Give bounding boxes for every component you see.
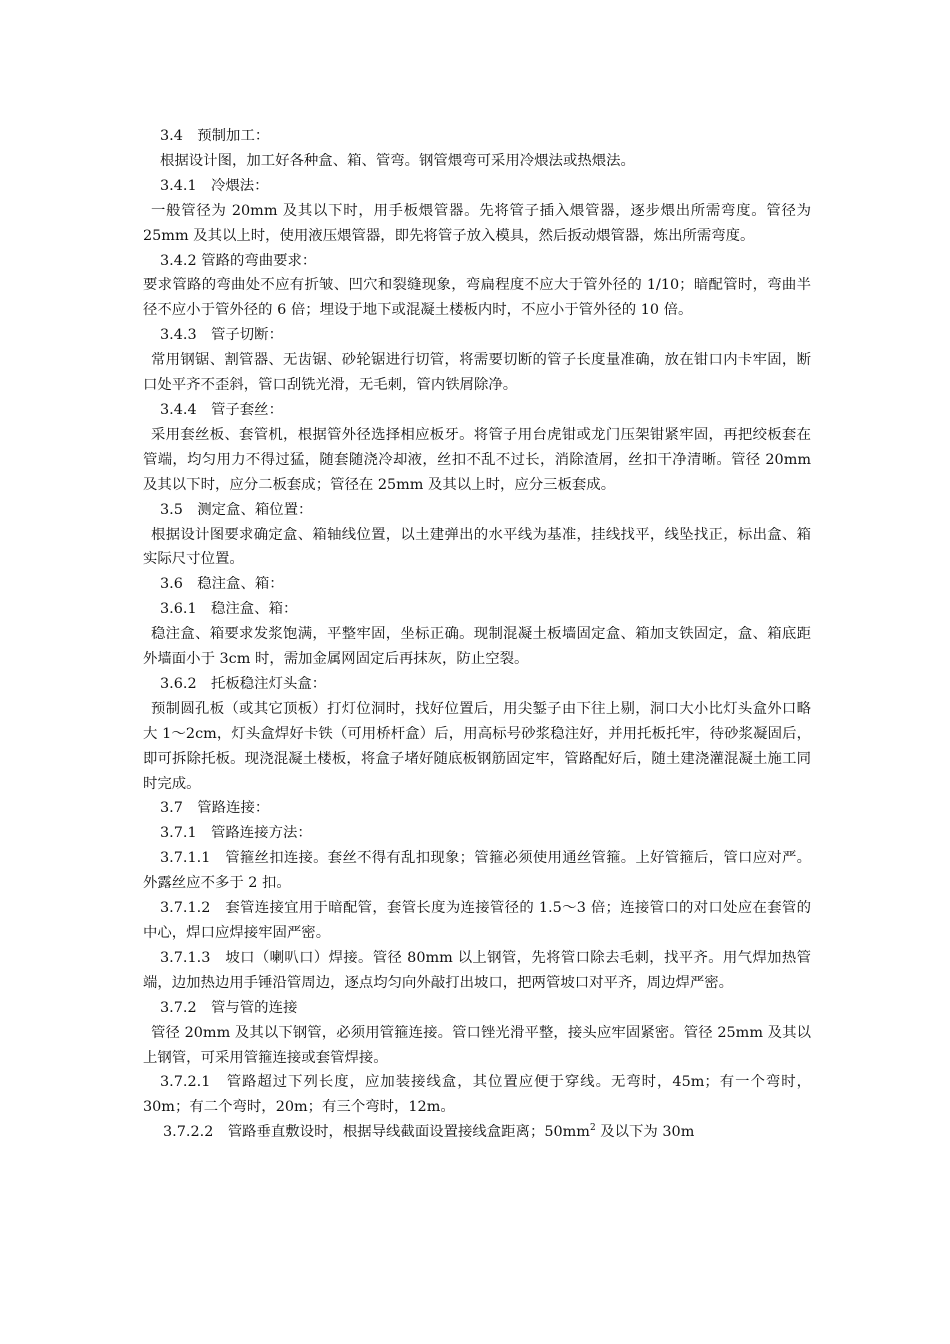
- text-run: 及以下为 30m: [595, 1124, 695, 1141]
- paragraph: 根据设计图要求确定盒、箱轴线位置，以土建弹出的水平线为基准，挂线找平，线坠找正，标出盒、箱实际尺寸位置。: [143, 526, 811, 568]
- paragraph: 常用钢锯、割管器、无齿锯、砂轮锯进行切管，将需要切断的管子长度量准确，放在钳口内卡牢固，断口处平齐不歪斜，管口刮铣光滑，无毛刺，管内铁屑除净。: [143, 352, 811, 394]
- paragraph: 一般管径为 20mm 及其以下时，用手板煨管器。先将管子插入煨管器，逐步煨出所需弯度。管径为 25mm 及其以上时，使用液压煨管器，即先将管子放入模具，然后扳动煨管器，炼出所需弯度。: [143, 202, 811, 244]
- heading-3-4-4: 3.4.4 管子套丝：: [160, 401, 283, 418]
- heading-3-7: 3.7 管路连接：: [160, 800, 270, 817]
- paragraph-3-7-2-1: 3.7.2.1 管路超过下列长度，应加装接线盒，其位置应便于穿线。无弯时，45m；有一个弯时，30m；有二个弯时，20m；有三个弯时，12m。: [143, 1074, 811, 1116]
- heading-3-4-2: 3.4.2 管路的弯曲要求：: [160, 252, 317, 269]
- paragraph: 要求管路的弯曲处不应有折皱、凹穴和裂缝现象，弯扁程度不应大于管外径的 1/10；暗配管时，弯曲半径不应小于管外径的 6 倍；埋设于地下或混凝土楼板内时，不应小于管外径的 10 倍。: [143, 277, 811, 319]
- heading-3-6-1: 3.6.1 稳注盒、箱：: [160, 601, 298, 618]
- superscript: 2: [589, 1123, 596, 1134]
- heading-3-6: 3.6 稳注盒、箱：: [160, 576, 284, 593]
- heading-3-4-1: 3.4.1 冷煨法：: [160, 177, 269, 194]
- paragraph: 根据设计图，加工好各种盒、箱、管弯。钢管煨弯可采用冷煨法或热煨法。: [160, 152, 635, 169]
- paragraph-3-7-1-1: 3.7.1.1 管箍丝扣连接。套丝不得有乱扣现象；管箍必须使用通丝管箍。上好管箍后，管口应对严。外露丝应不多于 2 扣。: [143, 850, 811, 892]
- paragraph: 管径 20mm 及其以下钢管，必须用管箍连接。管口锉光滑平整，接头应牢固紧密。管径 25mm 及其以上钢管，可采用管箍连接或套管焊接。: [143, 1024, 811, 1066]
- heading-3-4: 3.4 预制加工：: [160, 128, 270, 144]
- heading-3-6-2: 3.6.2 托板稳注灯头盒：: [160, 675, 327, 692]
- text-run: 3.7.2.2 管路垂直敷设时，根据导线截面设置接线盒距离；50mm: [163, 1124, 590, 1141]
- heading-3-7-2: 3.7.2 管与管的连接: [160, 999, 298, 1016]
- paragraph-3-7-2-2: [143, 1120, 811, 1145]
- heading-3-4-3: 3.4.3 管子切断：: [160, 327, 283, 344]
- paragraph: 预制圆孔板（或其它顶板）打灯位洞时，找好位置后，用尖錾子由下往上剔，洞口大小比灯头盒外口略大 1～2cm，灯头盒焊好卡铁（可用桥杆盒）后，用高标号砂浆稳注好，并用托板托牢，待砂浆凝固后，即可拆除托板。现浇混凝土楼板，将盒子堵好随底板钢筋固定牢，管路配好后，随土建浇灌混凝土施工同时完成。: [143, 700, 811, 792]
- paragraph: 稳注盒、箱要求发浆饱满，平整牢固，坐标正确。现制混凝土板墙固定盒、箱加支铁固定，盒、箱底距外墙面小于 3cm 时，需加金属网固定后再抹灰，防止空裂。: [143, 626, 811, 668]
- paragraph-3-7-1-2: 3.7.1.2 套管连接宜用于暗配管，套管长度为连接管径的 1.5～3 倍；连接管口的对口处应在套管的中心，焊口应焊接牢固严密。: [143, 900, 811, 941]
- paragraph-3-7-1-3: 3.7.1.3 坡口（喇叭口）焊接。管径 80mm 以上钢管，先将管口除去毛刺，找平齐。用气焊加热管端，边加热边用手锤沿管周边，逐点均匀向外敲打出坡口，把两管坡口对平齐，周边焊严密。: [143, 949, 811, 991]
- heading-3-7-1: 3.7.1 管路连接方法：: [160, 825, 312, 842]
- paragraph: 采用套丝板、套管机，根据管外径选择相应板牙。将管子用台虎钳或龙门压架钳紧牢固，再把绞板套在管端，均匀用力不得过猛，随套随浇冷却液，丝扣不乱不过长，消除渣屑，丝扣干净清晰。管径 20mm 及其以下时，应分二板套成；管径在 25mm 及其以上时，应分三板套成。: [143, 426, 811, 493]
- heading-3-5: 3.5 测定盒、箱位置：: [160, 501, 313, 518]
- document-page: [143, 124, 811, 1145]
